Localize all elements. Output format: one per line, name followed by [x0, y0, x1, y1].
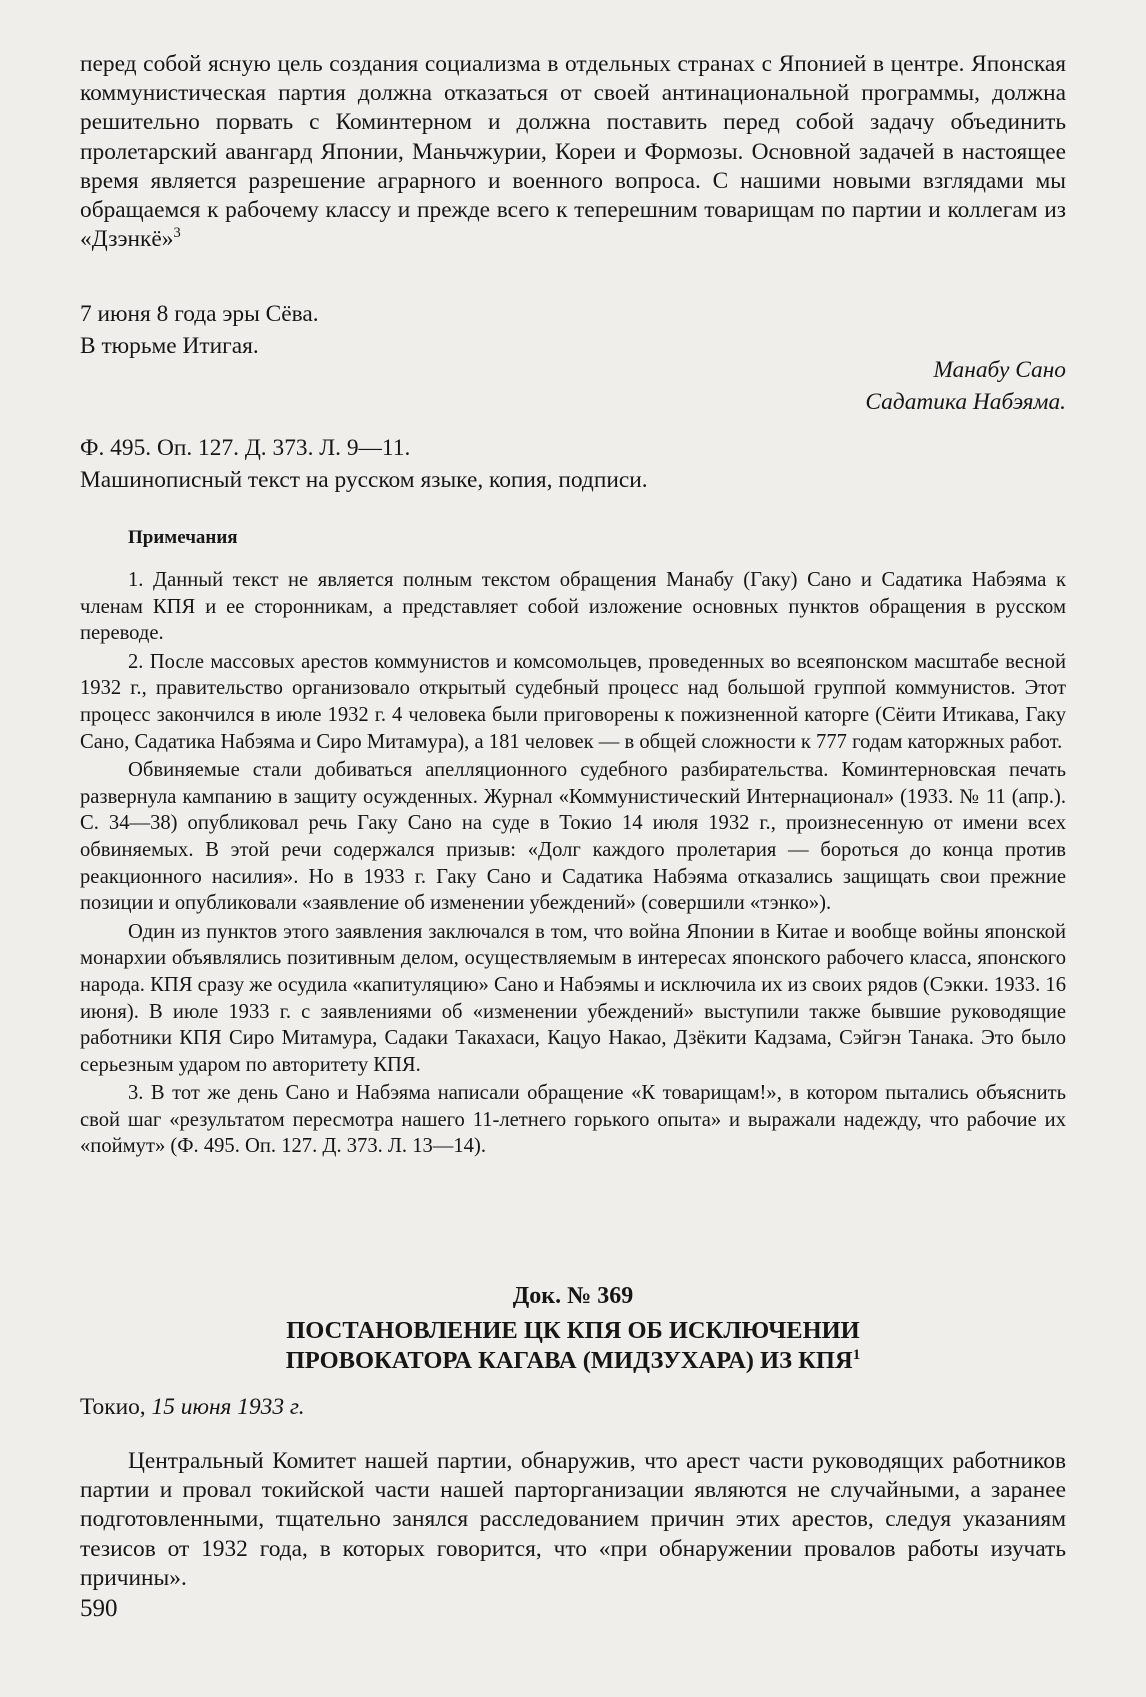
place-line: В тюрьме Итигая.: [80, 333, 259, 360]
archive-reference: Ф. 495. Оп. 127. Д. 373. Л. 9—11.: [80, 435, 411, 461]
document-title-line-2: ПРОВОКАТОРА КАГАВА (МИДЗУХАРА) ИЗ КПЯ: [285, 1347, 853, 1374]
signature-nabeyama: Садатика Набэяма.: [865, 389, 1066, 416]
notes-title: Примечания: [128, 527, 238, 548]
note-2-continued: Обвиняемые стали добиваться апелляционного судебного разбирательства. Коминтерновская печать развернула кампанию в защиту осужденных. Журнал «Коммунистический Интернационал» (1933. № 11 (апр.). С. 34—38) опубликовал речь Гаку Сано на суде в Токио 14 июля 1932 г., произнесенную от имени всех обвиняемых. В этой речи содержался призыв: «Долг каждого пролетария — бороться до конца против реакционного насилия». Но в 1933 г. Гаку Сано и Садатика Набэяма отказались защищать свои прежние позиции и опубликовали «заявление об изменении убеждений» (совершили «тэнко»).: [80, 759, 1066, 915]
note-1: 1. Данный текст не является полным текстом обращения Манабу (Гаку) Сано и Садатика Набэяма к членам КПЯ и ее сторонникам, а представляет собой изложение основных пунктов обращения в русском переводе.: [80, 569, 1066, 645]
document-body: [80, 1447, 1066, 1593]
document-number: Док. № 369: [512, 1283, 634, 1309]
archive-note: Машинописный текст на русском языке, копия, подписи.: [80, 467, 648, 494]
note-3: 3. В тот же день Сано и Набэяма написали обращение «К товарищам!», в котором пытались объяснить свой шаг «результатом пересмотра нашего 11-летнего горького опыта» и выражали надежду, что рабочие их «поймут» (Ф. 495. Оп. 127. Д. 373. Л. 13—14).: [80, 1082, 1066, 1158]
signature-block: [80, 356, 1066, 417]
date-block: [80, 300, 1066, 361]
document-title: [80, 1316, 1066, 1376]
document-body-paragraph: Центральный Комитет нашей партии, обнаружив, что арест части руководящих работников партии и провал токийской части нашей парторганизации являются не случайными, а заранее подготовленными, тщательно занялся расследованием причин этих арестов, следуя указаниям тезисов от 1932 года, в которых говорится, что «при обнаружении провалов работы изучать причины».: [80, 1448, 1066, 1591]
page-number: 590: [80, 1595, 118, 1622]
document-place-date: [80, 1394, 1066, 1421]
title-footnote-marker: 1: [852, 1345, 861, 1363]
intro-text: перед собой ясную цель создания социализма в отдельных странах с Японией в центре. Японская коммунистическая партия должна отказаться от своей антинациональной программы, должна решительно порвать с Коминтерном и должна поставить перед собой задачу объединить пролетарский авангард Японии, Маньчжурии, Кореи и Формозы. Основной задачей в настоящее время является разрешение аграрного и военного вопроса. С нашими новыми взглядами мы обращаемся к рабочему классу и прежде всего к теперешним товарищам по партии и коллегам из «Дзэнкё»: [80, 51, 1066, 253]
document-date: 15 июня 1933 г.: [151, 1394, 305, 1420]
intro-paragraph: [80, 50, 1066, 254]
archive-block: [80, 434, 1066, 495]
signature-sano: Манабу Сано: [933, 357, 1066, 383]
footnote-marker: 3: [173, 225, 181, 242]
note-2: 2. После массовых арестов коммунистов и комсомольцев, проведенных во всеяпонском масштабе весной 1932 г., правительство организовало открытый судебный процесс над большой группой коммунистов. Этот процесс закончился в июле 1932 г. 4 человека были приговорены к пожизненной каторге (Сёити Итикава, Гаку Сано, Садатика Набэяма и Сиро Митамура), а 181 человек — в общей сложности к 777 годам каторжных работ.: [80, 650, 1066, 753]
document-title-line-1: ПОСТАНОВЛЕНИЕ ЦК КПЯ ОБ ИСКЛЮЧЕНИИ: [286, 1317, 860, 1344]
note-2-continued-2: Один из пунктов этого заявления заключался в том, что война Японии в Китае и вообще войны японской монархии объявлялись позитивным делом, осуществляемым в интересах японского рабочего класса, японского народа. КПЯ сразу же осудила «капитуляцию» Сано и Набэямы и исключила их из своих рядов (Сэкки. 1933. 16 июня). В июле 1933 г. с заявлениями об «изменении убеждений» выступили также бывшие руководящие работники КПЯ Сиро Митамура, Садаки Такахаси, Кацуо Накао, Дзёкити Кадзама, Сэйгэн Танака. Это было серьезным ударом по авторитету КПЯ.: [80, 920, 1066, 1076]
notes-section: [80, 567, 1066, 1160]
date-line: 7 июня 8 года эры Сёва.: [80, 301, 319, 327]
document-place: Токио,: [80, 1394, 146, 1420]
